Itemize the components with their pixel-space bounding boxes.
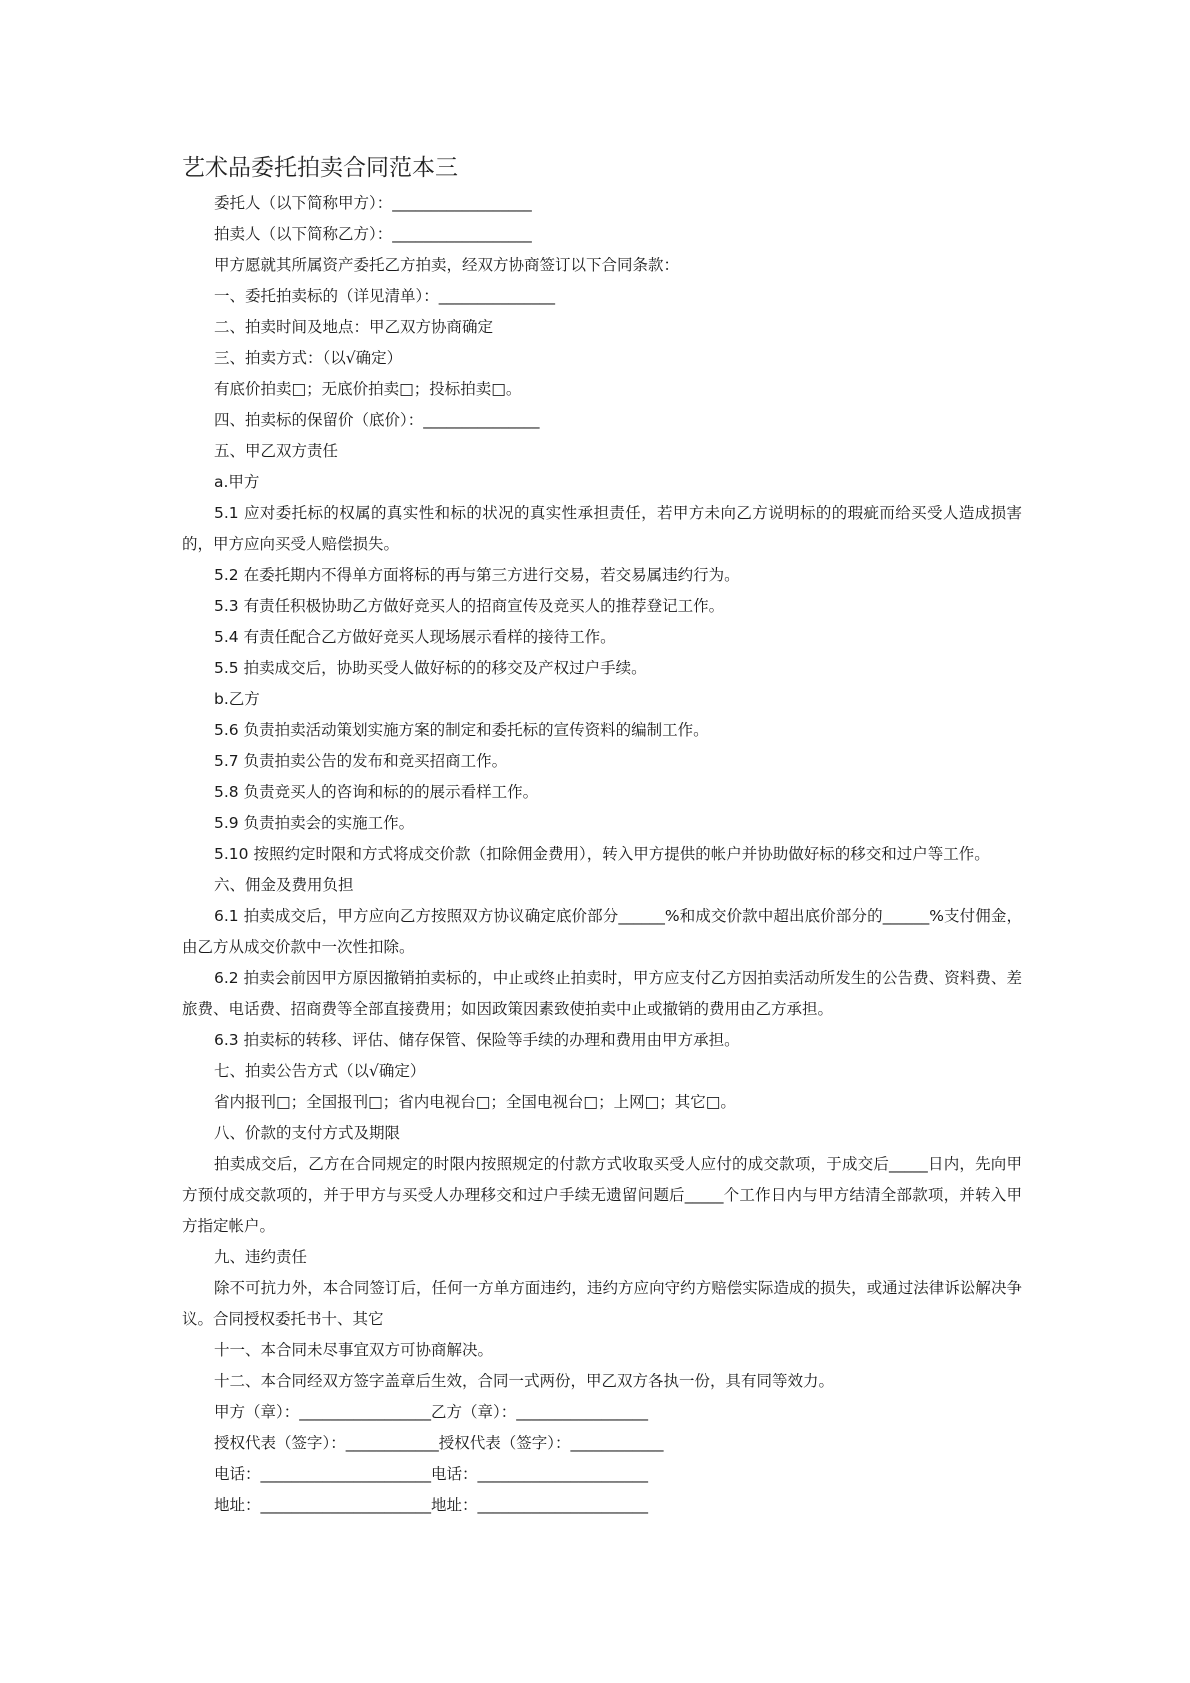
document-body <box>182 188 1022 1521</box>
clause-12: 十二、本合同经双方签字盖章后生效，合同一式两份，甲乙双方各执一份，具有同等效力。 <box>214 1372 835 1390</box>
clause-7-options: 省内报刊□；全国报刊□；省内电视台□；全国电视台□；上网□；其它□。 <box>214 1093 736 1111</box>
paragraph-auctioneer: 拍卖人（以下简称乙方）：__________________ <box>214 225 532 243</box>
clause-1: 一、委托拍卖标的（详见清单）：_______________ <box>214 287 556 305</box>
clause-5-10: 5.10 按照约定时限和方式将成交价款（扣除佣金费用），转入甲方提供的帐户并协助做好标的移交和过户等工作。 <box>214 845 990 863</box>
clause-9-text: 除不可抗力外，本合同签订后，任何一方单方面违约，违约方应向守约方赔偿实际造成的损失，或通过法律诉讼解决争议。合同授权委托书十、其它 <box>182 1279 1022 1328</box>
clause-6-1: 6.1 拍卖成交后，甲方应向乙方按照双方协议确定底价部分______%和成交价款中超出底价部分的______%支付佣金，由乙方从成交价款中一次性扣除。 <box>182 907 1022 956</box>
clause-5-8: 5.8 负责竞买人的咨询和标的的展示看样工作。 <box>214 783 539 801</box>
signature-phone-line: 电话：______________________电话：______________________ <box>214 1465 649 1483</box>
clause-5-party-b: b.乙方 <box>214 690 260 708</box>
clause-9: 九、违约责任 <box>214 1248 308 1266</box>
clause-5-3: 5.3 有责任积极协助乙方做好竞买人的招商宣传及竞买人的推荐登记工作。 <box>214 597 725 615</box>
clause-7: 七、拍卖公告方式（以√确定） <box>214 1062 426 1080</box>
clause-2: 二、拍卖时间及地点：甲乙双方协商确定 <box>214 318 494 336</box>
signature-representative-line: 授权代表（签字）：____________授权代表（签字）：____________ <box>214 1434 664 1452</box>
document-title: 艺术品委托拍卖合同范本三 <box>182 155 458 181</box>
paragraph-client: 委托人（以下简称甲方）：__________________ <box>214 194 532 212</box>
clause-6-3: 6.3 拍卖标的转移、评估、储存保管、保险等手续的办理和费用由甲方承担。 <box>214 1031 740 1049</box>
paragraph-intro: 甲方愿就其所属资产委托乙方拍卖，经双方协商签订以下合同条款： <box>214 256 680 274</box>
signature-seal-line: 甲方（章）：_________________乙方（章）：_________________ <box>214 1403 649 1421</box>
clause-5-1: 5.1 应对委托标的权属的真实性和标的状况的真实性承担责任，若甲方未向乙方说明标的的瑕疵而给买受人造成损害的，甲方应向买受人赔偿损失。 <box>182 504 1022 553</box>
clause-5-4: 5.4 有责任配合乙方做好竞买人现场展示看样的接待工作。 <box>214 628 616 646</box>
clause-5-5: 5.5 拍卖成交后，协助买受人做好标的的移交及产权过户手续。 <box>214 659 647 677</box>
clause-4: 四、拍卖标的保留价（底价）：_______________ <box>214 411 540 429</box>
clause-3: 三、拍卖方式：（以√确定） <box>214 349 403 367</box>
clause-6: 六、佣金及费用负担 <box>214 876 354 894</box>
clause-5-party-a: a.甲方 <box>214 473 260 491</box>
clause-5-7: 5.7 负责拍卖公告的发布和竞买招商工作。 <box>214 752 508 770</box>
clause-11: 十一、本合同未尽事宜双方可协商解决。 <box>214 1341 494 1359</box>
document-page <box>182 152 1022 1521</box>
signature-address-line: 地址：______________________地址：______________________ <box>214 1496 649 1514</box>
clause-5-2: 5.2 在委托期内不得单方面将标的再与第三方进行交易，若交易属违约行为。 <box>214 566 740 584</box>
clause-8-text: 拍卖成交后，乙方在合同规定的时限内按照规定的付款方式收取买受人应付的成交款项，于成交后_____日内，先向甲方预付成交款项的，并于甲方与买受人办理移交和过户手续无遗留问题后_____个工作日内与甲方结清全部款项，并转入甲方指定帐户。 <box>182 1155 1022 1235</box>
clause-5: 五、甲乙双方责任 <box>214 442 339 460</box>
clause-5-9: 5.9 负责拍卖会的实施工作。 <box>214 814 415 832</box>
clause-8: 八、价款的支付方式及期限 <box>214 1124 401 1142</box>
clause-6-2: 6.2 拍卖会前因甲方原因撤销拍卖标的，中止或终止拍卖时，甲方应支付乙方因拍卖活动所发生的公告费、资料费、差旅费、电话费、招商费等全部直接费用；如因政策因素致使拍卖中止或撤销的费用由乙方承担。 <box>182 969 1022 1018</box>
clause-5-6: 5.6 负责拍卖活动策划实施方案的制定和委托标的宣传资料的编制工作。 <box>214 721 709 739</box>
clause-3-options: 有底价拍卖□；无底价拍卖□；投标拍卖□。 <box>214 380 522 398</box>
